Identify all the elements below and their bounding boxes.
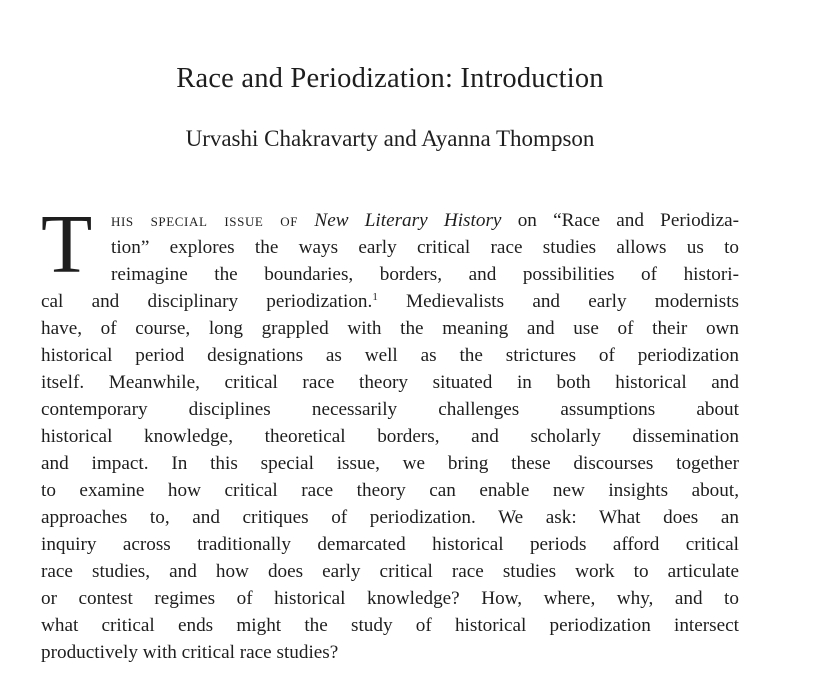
drop-cap: T	[41, 207, 93, 283]
line-text: Medievalists and early modernists	[406, 291, 739, 312]
paragraph-line: approaches to, and critiques of periodization. We ask: What does an	[41, 507, 739, 528]
paragraph-line: reimagine the boundaries, borders, and possibilities of histori-	[111, 264, 739, 285]
paragraph-line: and impact. In this special issue, we bring these discourses together	[41, 453, 739, 474]
paragraph-line: or contest regimes of historical knowledge? How, where, why, and to	[41, 588, 739, 609]
opening-smallcaps: his special issue of	[111, 210, 299, 231]
paragraph-line: have, of course, long grappled with the meaning and use of their own	[41, 318, 739, 339]
body-paragraph	[41, 207, 739, 666]
paragraph-line: race studies, and how does early critical race studies work to articulate	[41, 561, 739, 582]
paragraph-line: itself. Meanwhile, critical race theory situated in both historical and	[41, 372, 739, 393]
paragraph-line: historical knowledge, theoretical borders, and scholarly dissemination	[41, 426, 739, 447]
line-text: on “Race and Periodiza-	[517, 210, 739, 231]
paragraph-line: tion” explores the ways early critical race studies allows us to	[111, 237, 739, 258]
line-text: cal and disciplinary periodization.	[41, 291, 373, 312]
journal-name: New Literary History	[314, 210, 502, 231]
paragraph-line: what critical ends might the study of historical periodization intersect	[41, 615, 739, 636]
paragraph-line	[111, 207, 739, 234]
article-title: Race and Periodization: Introduction	[176, 63, 604, 94]
article-authors: Urvashi Chakravarty and Ayanna Thompson	[185, 126, 595, 151]
paragraph-line	[41, 288, 739, 315]
paragraph-line: inquiry across traditionally demarcated historical periods afford critical	[41, 534, 739, 555]
paragraph-line: contemporary disciplines necessarily challenges assumptions about	[41, 399, 739, 420]
paragraph-line: productively with critical race studies?	[41, 642, 339, 663]
paragraph-line: to examine how critical race theory can enable new insights about,	[41, 480, 739, 501]
paragraph-line: historical period designations as well as the strictures of periodization	[41, 345, 739, 366]
footnote-ref[interactable]: 1	[372, 291, 378, 303]
